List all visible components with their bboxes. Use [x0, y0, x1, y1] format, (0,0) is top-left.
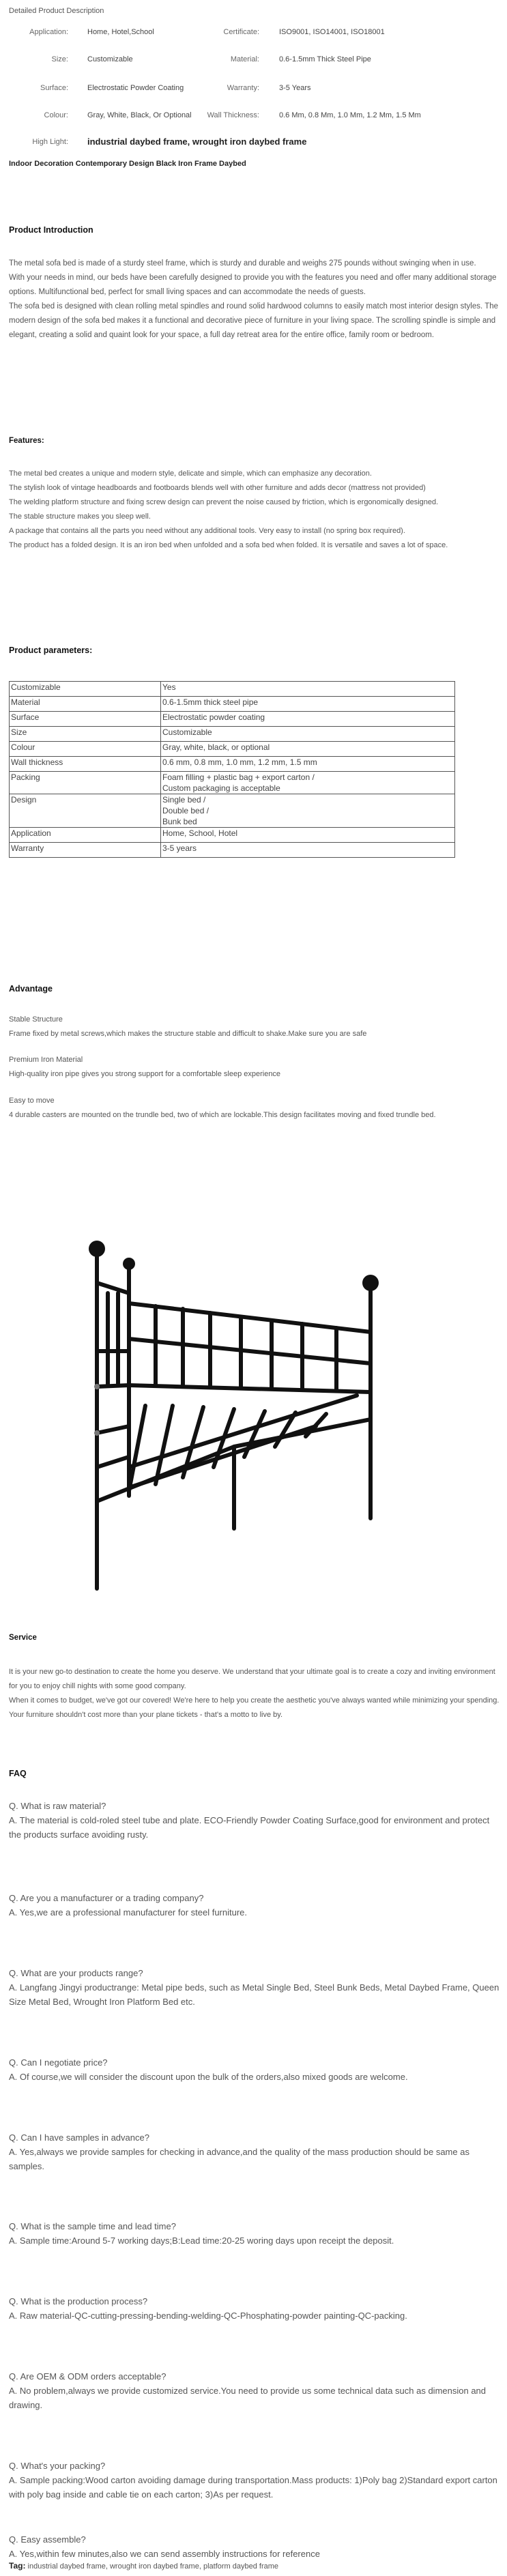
features-list — [9, 467, 487, 553]
faq-answer: A. Of course,we will consider the discount upon the bulk of the orders,also mixed goods are welcome. — [9, 2072, 408, 2082]
table-row — [10, 757, 455, 772]
faq-item — [9, 2219, 500, 2248]
tag-link[interactable]: industrial daybed frame — [27, 2562, 106, 2571]
service-paragraph: When it comes to budget, we've got our covered! We're here to help you create the aesthetic you've always wanted while minimizing your spending. Your furniture shouldn't cost more than your plane tickets - that's a motto to live by. — [9, 1696, 499, 1719]
parameters-heading: Product parameters: — [9, 646, 93, 655]
feature-item: The product has a folded design. It is an iron bed when unfolded and a sofa bed when folded. It is versatile and saves a lot of space. — [9, 541, 448, 549]
tags-bar — [9, 2561, 278, 2571]
faq-item — [9, 2532, 500, 2561]
service-heading: Service — [9, 1634, 37, 1642]
spec-label: Wall Thickness: — [207, 111, 259, 119]
spec-label: Surface: — [40, 84, 68, 92]
advantage-text: 4 durable casters are mounted on the trundle bed, two of which are lockable.This design facilitates moving and fixed trundle bed. — [9, 1111, 436, 1119]
advantage-title: Stable Structure — [9, 1015, 63, 1024]
advantage-block — [9, 1053, 487, 1082]
param-key: Application — [10, 828, 161, 843]
spec-label: Warranty: — [227, 84, 259, 92]
faq-question: Q. What is the production process? — [9, 2296, 148, 2306]
advantage-text: High-quality iron pipe gives you strong support for a comfortable sleep experience — [9, 1070, 281, 1078]
faq-question: Q. Easy assemble? — [9, 2534, 86, 2545]
advantage-text: Frame fixed by metal screws,which makes the structure stable and difficult to shake.Make sure you are safe — [9, 1030, 367, 1038]
highlight-value: industrial daybed frame, wrought iron daybed frame — [87, 136, 307, 147]
advantage-title: Easy to move — [9, 1097, 55, 1105]
intro-paragraph: The metal sofa bed is made of a sturdy steel frame, which is sturdy and durable and weighs 275 pounds without swinging when in use. — [9, 259, 476, 267]
table-row — [10, 772, 455, 794]
detail-title: Detailed Product Description — [9, 7, 104, 15]
tag-link[interactable]: platform daybed frame — [203, 2562, 279, 2571]
spec-label: Certificate: — [223, 28, 259, 36]
intro-paragraph: The sofa bed is designed with clean rolling metal spindles and round solid hardwood columns to easily match most interior design styles. The modern design of the sofa bed makes it a functional and decorative piece of furniture in your living space. The scrolling spindle is simple and elegant, creating a solid and quaint look for your space, a full day retreat area for the entire office, family room or bedroom. — [9, 302, 499, 339]
highlight-label: High Light: — [32, 138, 68, 146]
table-row — [10, 794, 455, 828]
param-value: 3-5 years — [161, 843, 455, 858]
table-row — [10, 712, 455, 727]
daybed-image — [9, 1146, 418, 1610]
param-key: Wall thickness — [10, 757, 161, 772]
spec-value: 3-5 Years — [279, 84, 311, 92]
spec-value: Gray, White, Black, Or Optional — [87, 111, 192, 119]
faq-answer: A. Raw material-QC-cutting-pressing-bending-welding-QC-Phosphating-powder painting-QC-packing. — [9, 2311, 407, 2321]
tag-separator: , — [105, 2562, 110, 2571]
param-key: Colour — [10, 742, 161, 757]
param-key: Size — [10, 727, 161, 742]
param-value: Gray, white, black, or optional — [161, 742, 455, 757]
feature-item: The welding platform structure and fixing screw design can prevent the noise caused by friction, which is ergonomically designed. — [9, 498, 439, 506]
faq-answer: A. Yes,always we provide samples for checking in advance,and the quality of the mass production should be same as samples. — [9, 2147, 469, 2171]
faq-question: Q. Are you a manufacturer or a trading company? — [9, 1893, 204, 1903]
faq-answer: A. Yes,we are a professional manufacturer for steel furniture. — [9, 1907, 248, 1917]
param-value: Single bed / Double bed / Bunk bed — [161, 794, 455, 828]
intro-heading: Product Introduction — [9, 225, 93, 235]
faq-item — [9, 2130, 500, 2173]
faq-answer: A. Sample time:Around 5-7 working days;B:Lead time:20-25 woring days upon receipt the deposit. — [9, 2235, 394, 2246]
feature-item: The stylish look of vintage headboards and footboards blends well with other furniture and adds decor (mattress not provided) — [9, 484, 426, 492]
faq-item — [9, 1891, 500, 1920]
table-row — [10, 697, 455, 712]
param-key: Material — [10, 697, 161, 712]
param-key: Warranty — [10, 843, 161, 858]
spec-value: 0.6-1.5mm Thick Steel Pipe — [279, 55, 371, 63]
faq-question: Q. Can I negotiate price? — [9, 2057, 108, 2068]
feature-item: A package that contains all the parts you need without any additional tools. Very easy to install (no spring box required). — [9, 527, 405, 535]
param-key: Customizable — [10, 682, 161, 697]
faq-item — [9, 1799, 500, 1842]
tag-separator: , — [199, 2562, 203, 2571]
table-row — [10, 727, 455, 742]
faq-item — [9, 1966, 500, 2009]
tag-link[interactable]: wrought iron daybed frame — [109, 2562, 199, 2571]
intro-paragraph: With your needs in mind, our beds have been carefully designed to provide you with the features you need and offer many additional storage options. Multifunctional bed, perfect for small living spaces and can accommodate the needs of guests. — [9, 274, 497, 296]
advantage-title: Premium Iron Material — [9, 1056, 83, 1064]
table-row — [10, 682, 455, 697]
feature-item: The metal bed creates a unique and modern style, delicate and simple, which can emphasize any decoration. — [9, 469, 372, 478]
faq-question: Q. What is the sample time and lead time? — [9, 2221, 176, 2231]
faq-question: Q. What's your packing? — [9, 2461, 106, 2471]
param-key: Surface — [10, 712, 161, 727]
product-title: Indoor Decoration Contemporary Design Black Iron Frame Daybed — [9, 160, 246, 168]
faq-heading: FAQ — [9, 1769, 27, 1778]
spec-label: Application: — [29, 28, 68, 36]
spec-value: Customizable — [87, 55, 133, 63]
spec-value: Home, Hotel,School — [87, 28, 154, 36]
faq-question: Q. Can I have samples in advance? — [9, 2132, 149, 2143]
spec-value: ISO9001, ISO14001, ISO18001 — [279, 28, 385, 36]
spec-label: Size: — [51, 55, 68, 63]
param-value: 0.6 mm, 0.8 mm, 1.0 mm, 1.2 mm, 1.5 mm — [161, 757, 455, 772]
parameters-table — [9, 681, 455, 858]
advantage-block — [9, 1013, 487, 1041]
spec-value: 0.6 Mm, 0.8 Mm, 1.0 Mm, 1.2 Mm, 1.5 Mm — [279, 111, 421, 119]
faq-answer: A. No problem,always we provide customized service.You need to provide us some technical data such as dimension and drawing. — [9, 2386, 487, 2410]
spec-table — [0, 22, 507, 149]
faq-question: Q. What is raw material? — [9, 1801, 106, 1811]
advantage-heading: Advantage — [9, 984, 53, 994]
faq-item — [9, 2294, 500, 2323]
faq-answer: A. The material is cold-roled steel tube and plate. ECO-Friendly Powder Coating Surface,good for environment and protect the products surface avoiding rusty. — [9, 1815, 490, 1840]
faq-answer: A. Langfang Jingyi productrange: Metal pipe beds, such as Metal Single Bed, Steel Bunk Beds, Metal Daybed Frame, Queen Size Metal Bed, Wrought Iron Platform Bed etc. — [9, 1982, 499, 2007]
param-key: Design — [10, 794, 161, 828]
advantage-block — [9, 1094, 493, 1123]
faq-item — [9, 2459, 500, 2502]
feature-item: The stable structure makes you sleep well. — [9, 512, 151, 521]
faq-answer: A. Yes,within few minutes,also we can send assembly instructions for reference — [9, 2549, 320, 2559]
spec-label: Colour: — [44, 111, 68, 119]
param-key: Packing — [10, 772, 161, 794]
intro-text — [9, 257, 502, 343]
param-value: Yes — [161, 682, 455, 697]
service-paragraph: It is your new go-to destination to create the home you deserve. We understand that your ultimate goal is to create a cozy and inviting environment for you to enjoy chill nights with some good company. — [9, 1668, 495, 1690]
table-row — [10, 828, 455, 843]
service-text — [9, 1665, 502, 1722]
param-value: Electrostatic powder coating — [161, 712, 455, 727]
spec-label: Material: — [230, 55, 259, 63]
table-row — [10, 742, 455, 757]
tags-label: Tag: — [9, 2561, 26, 2571]
faq-question: Q. Are OEM & ODM orders acceptable? — [9, 2371, 166, 2382]
faq-answer: A. Sample packing:Wood carton avoiding damage during transportation.Mass products: 1)Poly bag 2)Standard export carton with poly bag inside and cable tie on each carton; 3)As per request. — [9, 2475, 497, 2500]
table-row — [10, 843, 455, 858]
faq-item — [9, 2369, 500, 2412]
faq-item — [9, 2055, 500, 2084]
param-value: Foam filling + plastic bag + export carton / Custom packaging is acceptable — [161, 772, 455, 794]
faq-question: Q. What are your products range? — [9, 1968, 143, 1978]
spec-value: Electrostatic Powder Coating — [87, 84, 184, 92]
features-heading: Features: — [9, 437, 44, 445]
param-value: Customizable — [161, 727, 455, 742]
param-value: Home, School, Hotel — [161, 828, 455, 843]
param-value: 0.6-1.5mm thick steel pipe — [161, 697, 455, 712]
